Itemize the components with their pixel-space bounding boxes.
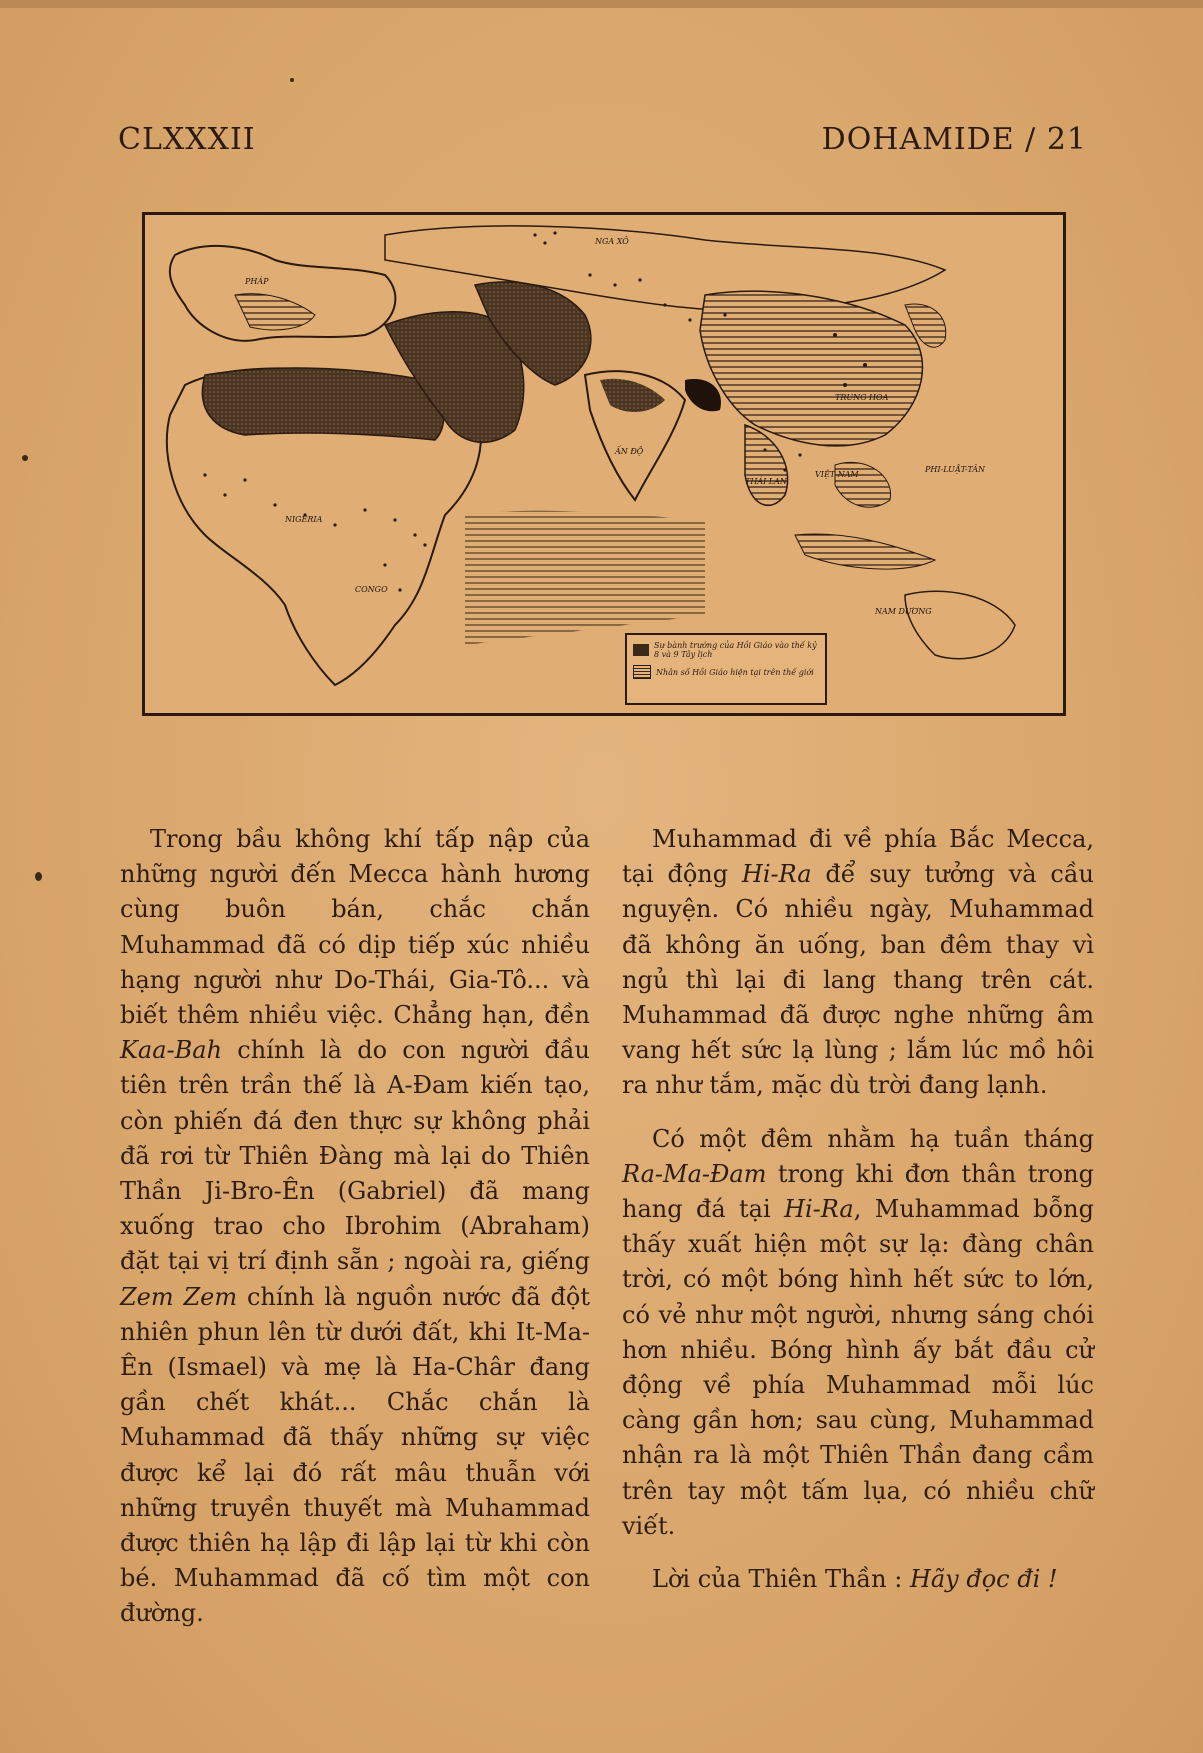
- legend-swatch-hatched: [633, 665, 651, 679]
- map-label-nigeria: NIGERIA: [285, 515, 323, 524]
- legend-item-population: [633, 665, 819, 679]
- paper-speck: [35, 872, 42, 881]
- right-p3-text-a: Lời của Thiên Thần :: [652, 1565, 910, 1594]
- left-paragraph-1: [120, 822, 590, 1632]
- legend-swatch-dark: [633, 644, 649, 656]
- map-label-india: ẤN ĐỘ: [615, 447, 644, 456]
- world-map-figure: [142, 212, 1066, 716]
- hira-term: Hi-Ra: [741, 860, 812, 889]
- right-text-column: [622, 822, 1094, 1597]
- map-label-china: TRUNG HOA: [835, 393, 889, 402]
- legend-item-expansion: [633, 641, 819, 659]
- hira-term-2: Hi-Ra: [784, 1195, 854, 1224]
- zemzem-term: Zem Zem: [120, 1282, 238, 1311]
- paper-speck: [22, 455, 28, 461]
- map-label-france: PHÁP: [245, 277, 269, 286]
- left-text-column: [120, 822, 590, 1632]
- right-paragraph-1: [622, 822, 1094, 1104]
- map-label-russia: NGA XÔ: [595, 237, 629, 246]
- kaabah-term: Kaa-Bah: [120, 1036, 223, 1065]
- header-right: DOHAMIDE / 21: [821, 122, 1087, 157]
- header-left: CLXXXII: [118, 122, 256, 157]
- map-label-vietnam: VIỆT NAM: [815, 470, 859, 479]
- angel-quote: Hãy đọc đi !: [909, 1565, 1058, 1594]
- left-p1-text-a: Trong bầu không khí tấp nập của những người đến Mecca hành hương cùng buôn bán, chắc chắn Muhammad đã có dịp tiếp xúc nhiều hạng người như Do-Thái, Gia-Tô... và biết thêm nhiều việc. Chẳng hạn, đền: [120, 825, 590, 1030]
- ramadam-term: Ra-Ma-Đam: [622, 1159, 767, 1188]
- left-p1-text-b: chính là do con người đầu tiên trên trần thế là A-Đam kiến tạo, còn phiến đá đen thực sự không phải đã rơi từ Thiên Đàng mà lại do Thiên Thần Ji-Bro-Ên (Gabriel) đã mang xuống trao cho Ibrohim (Abraham) đặt tại vị trí định sẵn ; ngoài ra, giếng: [120, 1036, 590, 1276]
- map-drawing: [145, 215, 1063, 713]
- legend-text-expansion: Sự bành trướng của Hồi Giáo vào thế kỷ 8 và 9 Tây lịch: [654, 641, 817, 659]
- map-label-indonesia: NAM DƯƠNG: [875, 607, 932, 616]
- right-p1-text-b: để suy tưởng và cầu nguyện. Có nhiều ngày, Muhammad đã không ăn uống, ban đêm thay vì ngủ thì lại đi lang thang trên cát. Muhammad đã được nghe những âm vang hết sức lạ lùng ; lắm lúc mồ hôi ra như tắm, mặc dù trời đang lạnh.: [622, 860, 1094, 1100]
- right-paragraph-3: [622, 1562, 1094, 1597]
- legend-text-population: Nhân số Hồi Giáo hiện tại trên thế giới: [656, 667, 814, 677]
- right-p2-text-b: trong khi đơn thân trong hang đá tại: [622, 1159, 1094, 1224]
- map-label-thailand: THÁI LAN: [745, 477, 787, 486]
- right-p2-text-c: , Muhammad bỗng thấy xuất hiện một sự lạ: đàng chân trời, có một bóng hình hết sức to lớn, có vẻ như một người, nhưng sáng chói hơn nhiều. Bóng hình ấy bắt đầu cử động về phía Muhammad mỗi lúc càng gần hơn; sau cùng, Muhammad nhận ra là một Thiên Thần đang cầm trên tay một tấm lụa, có nhiều chữ viết.: [622, 1195, 1094, 1540]
- paper-speck: [290, 78, 294, 82]
- map-label-philippines: PHI-LUẬT-TÂN: [925, 465, 986, 474]
- right-paragraph-2: [622, 1122, 1094, 1544]
- map-legend: [625, 633, 827, 705]
- map-label-congo: CONGO: [355, 585, 388, 594]
- page-top-edge: [0, 0, 1203, 8]
- right-p1-text-a: Muhammad đi về phía Bắc Mecca, tại động: [622, 825, 1094, 889]
- left-p1-text-c: chính là nguồn nước đã đột nhiên phun lên từ dưới đất, khi It-Ma-Ên (Ismael) và mẹ là Ha-Châr đang gần chết khát... Chắc chắn là Muhammad đã thấy những sự việc được kể lại đó rất mâu thuẫn với những truyền thuyết mà Muhammad được thiên hạ lập đi lập lại từ khi còn bé. Muhammad đã cố tìm một con đường.: [120, 1282, 590, 1628]
- right-p2-text-a: Có một đêm nhằm hạ tuần tháng: [652, 1124, 1094, 1153]
